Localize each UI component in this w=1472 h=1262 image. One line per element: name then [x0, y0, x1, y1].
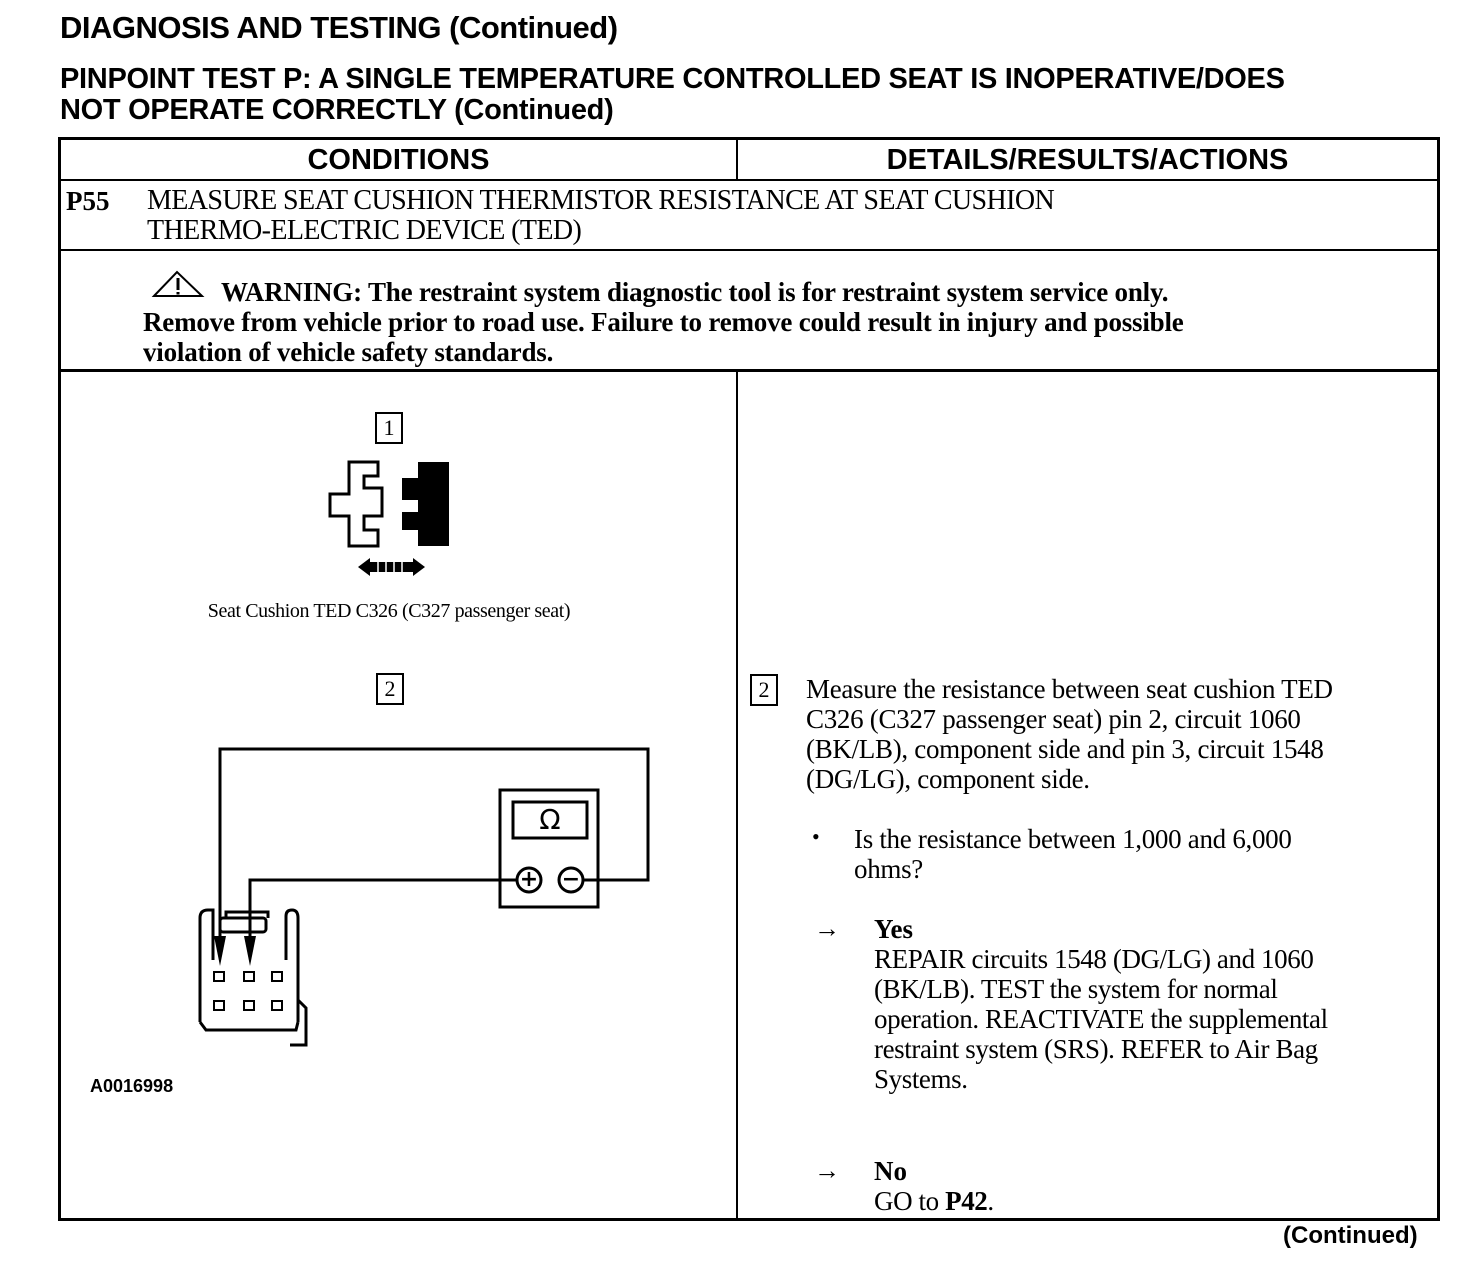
- figure-1-caption: Seat Cushion TED C326 (C327 passenger seat): [207, 600, 571, 622]
- figure-2-number: 2: [376, 673, 404, 705]
- yes-line-2: (BK/LB). TEST the system for normal: [874, 974, 1278, 1004]
- instruction-line-4: (DG/LG), component side.: [806, 764, 1090, 794]
- yes-line-3: operation. REACTIVATE the supplemental: [874, 1004, 1328, 1034]
- body-column-divider: [736, 369, 738, 1221]
- table-border-bottom: [58, 1218, 1440, 1221]
- warning-text: [143, 277, 1184, 367]
- plus-terminal-label: +: [519, 867, 539, 892]
- ohm-symbol: Ω: [539, 803, 561, 836]
- bullet-icon: •: [812, 824, 820, 849]
- step-title: [147, 186, 1054, 246]
- no-action-suffix: .: [987, 1186, 994, 1216]
- step-title-line-1: MEASURE SEAT CUSHION THERMISTOR RESISTANCE AT SEAT CUSHION: [147, 185, 1055, 216]
- table-border-right: [1437, 137, 1440, 1221]
- yes-line-4: restraint system (SRS). REFER to Air Bag: [874, 1034, 1318, 1064]
- conditions-header: CONDITIONS: [307, 144, 490, 176]
- question-line-1: Is the resistance between 1,000 and 6,000: [854, 824, 1292, 854]
- warning-line-1: WARNING: The restraint system diagnostic tool is for restraint system service only.: [221, 277, 1169, 307]
- probe-tips: [214, 936, 256, 966]
- step-title-line-2: THERMO-ELECTRIC DEVICE (TED): [147, 215, 582, 246]
- details-header: DETAILS/RESULTS/ACTIONS: [886, 144, 1289, 176]
- step-id: P55: [66, 186, 110, 216]
- no-action-text: [874, 1186, 994, 1216]
- instruction-line-2: C326 (C327 passenger seat) pin 2, circuit 1060: [806, 704, 1301, 734]
- warning-divider: [58, 369, 1440, 372]
- step-divider: [58, 249, 1440, 251]
- yes-line-5: Systems.: [874, 1064, 968, 1094]
- instruction-line-3: (BK/LB), component side and pin 3, circuit 1548: [806, 734, 1324, 764]
- no-action-target-link[interactable]: P42: [945, 1186, 988, 1216]
- test-leads: [220, 749, 648, 938]
- figure-1-number: 1: [375, 412, 403, 444]
- instruction-number: 2: [750, 674, 778, 706]
- disconnect-arrow-icon: [358, 558, 425, 576]
- instruction-text: [806, 674, 1333, 794]
- test-title-line-2: NOT OPERATE CORRECTLY (Continued): [60, 94, 614, 126]
- no-arrow-icon: →: [814, 1156, 840, 1185]
- yes-line-1: REPAIR circuits 1548 (DG/LG) and 1060: [874, 944, 1314, 974]
- page-title: DIAGNOSIS AND TESTING (Continued): [60, 10, 618, 45]
- figure-code: A0016998: [90, 1076, 174, 1096]
- table-border-top: [58, 137, 1440, 140]
- connector-half-open: [330, 462, 382, 546]
- question-text: [854, 824, 1292, 884]
- yes-label: Yes: [874, 914, 913, 944]
- yes-action-text: [874, 944, 1328, 1094]
- connector-body: [200, 910, 306, 1045]
- continued-footer: (Continued): [1283, 1222, 1418, 1249]
- warning-line-2: Remove from vehicle prior to road use. Failure to remove could result in injury and possible: [143, 307, 1184, 337]
- table-border-left: [58, 137, 61, 1221]
- yes-arrow-icon: →: [814, 914, 840, 943]
- warning-line-3: violation of vehicle safety standards.: [143, 337, 554, 367]
- no-label: No: [874, 1156, 907, 1186]
- pinpoint-test-title: [60, 64, 1285, 126]
- no-action-prefix: GO to: [874, 1186, 946, 1216]
- header-divider: [58, 179, 1440, 181]
- test-title-line-1: PINPOINT TEST P: A SINGLE TEMPERATURE CONTROLLED SEAT IS INOPERATIVE/DOES: [60, 63, 1285, 95]
- question-line-2: ohms?: [854, 854, 923, 884]
- connector-half-solid: [402, 462, 449, 546]
- minus-terminal-label: −: [561, 867, 581, 892]
- connector-pin-cavities: [214, 972, 282, 1010]
- instruction-line-1: Measure the resistance between seat cushion TED: [806, 674, 1333, 704]
